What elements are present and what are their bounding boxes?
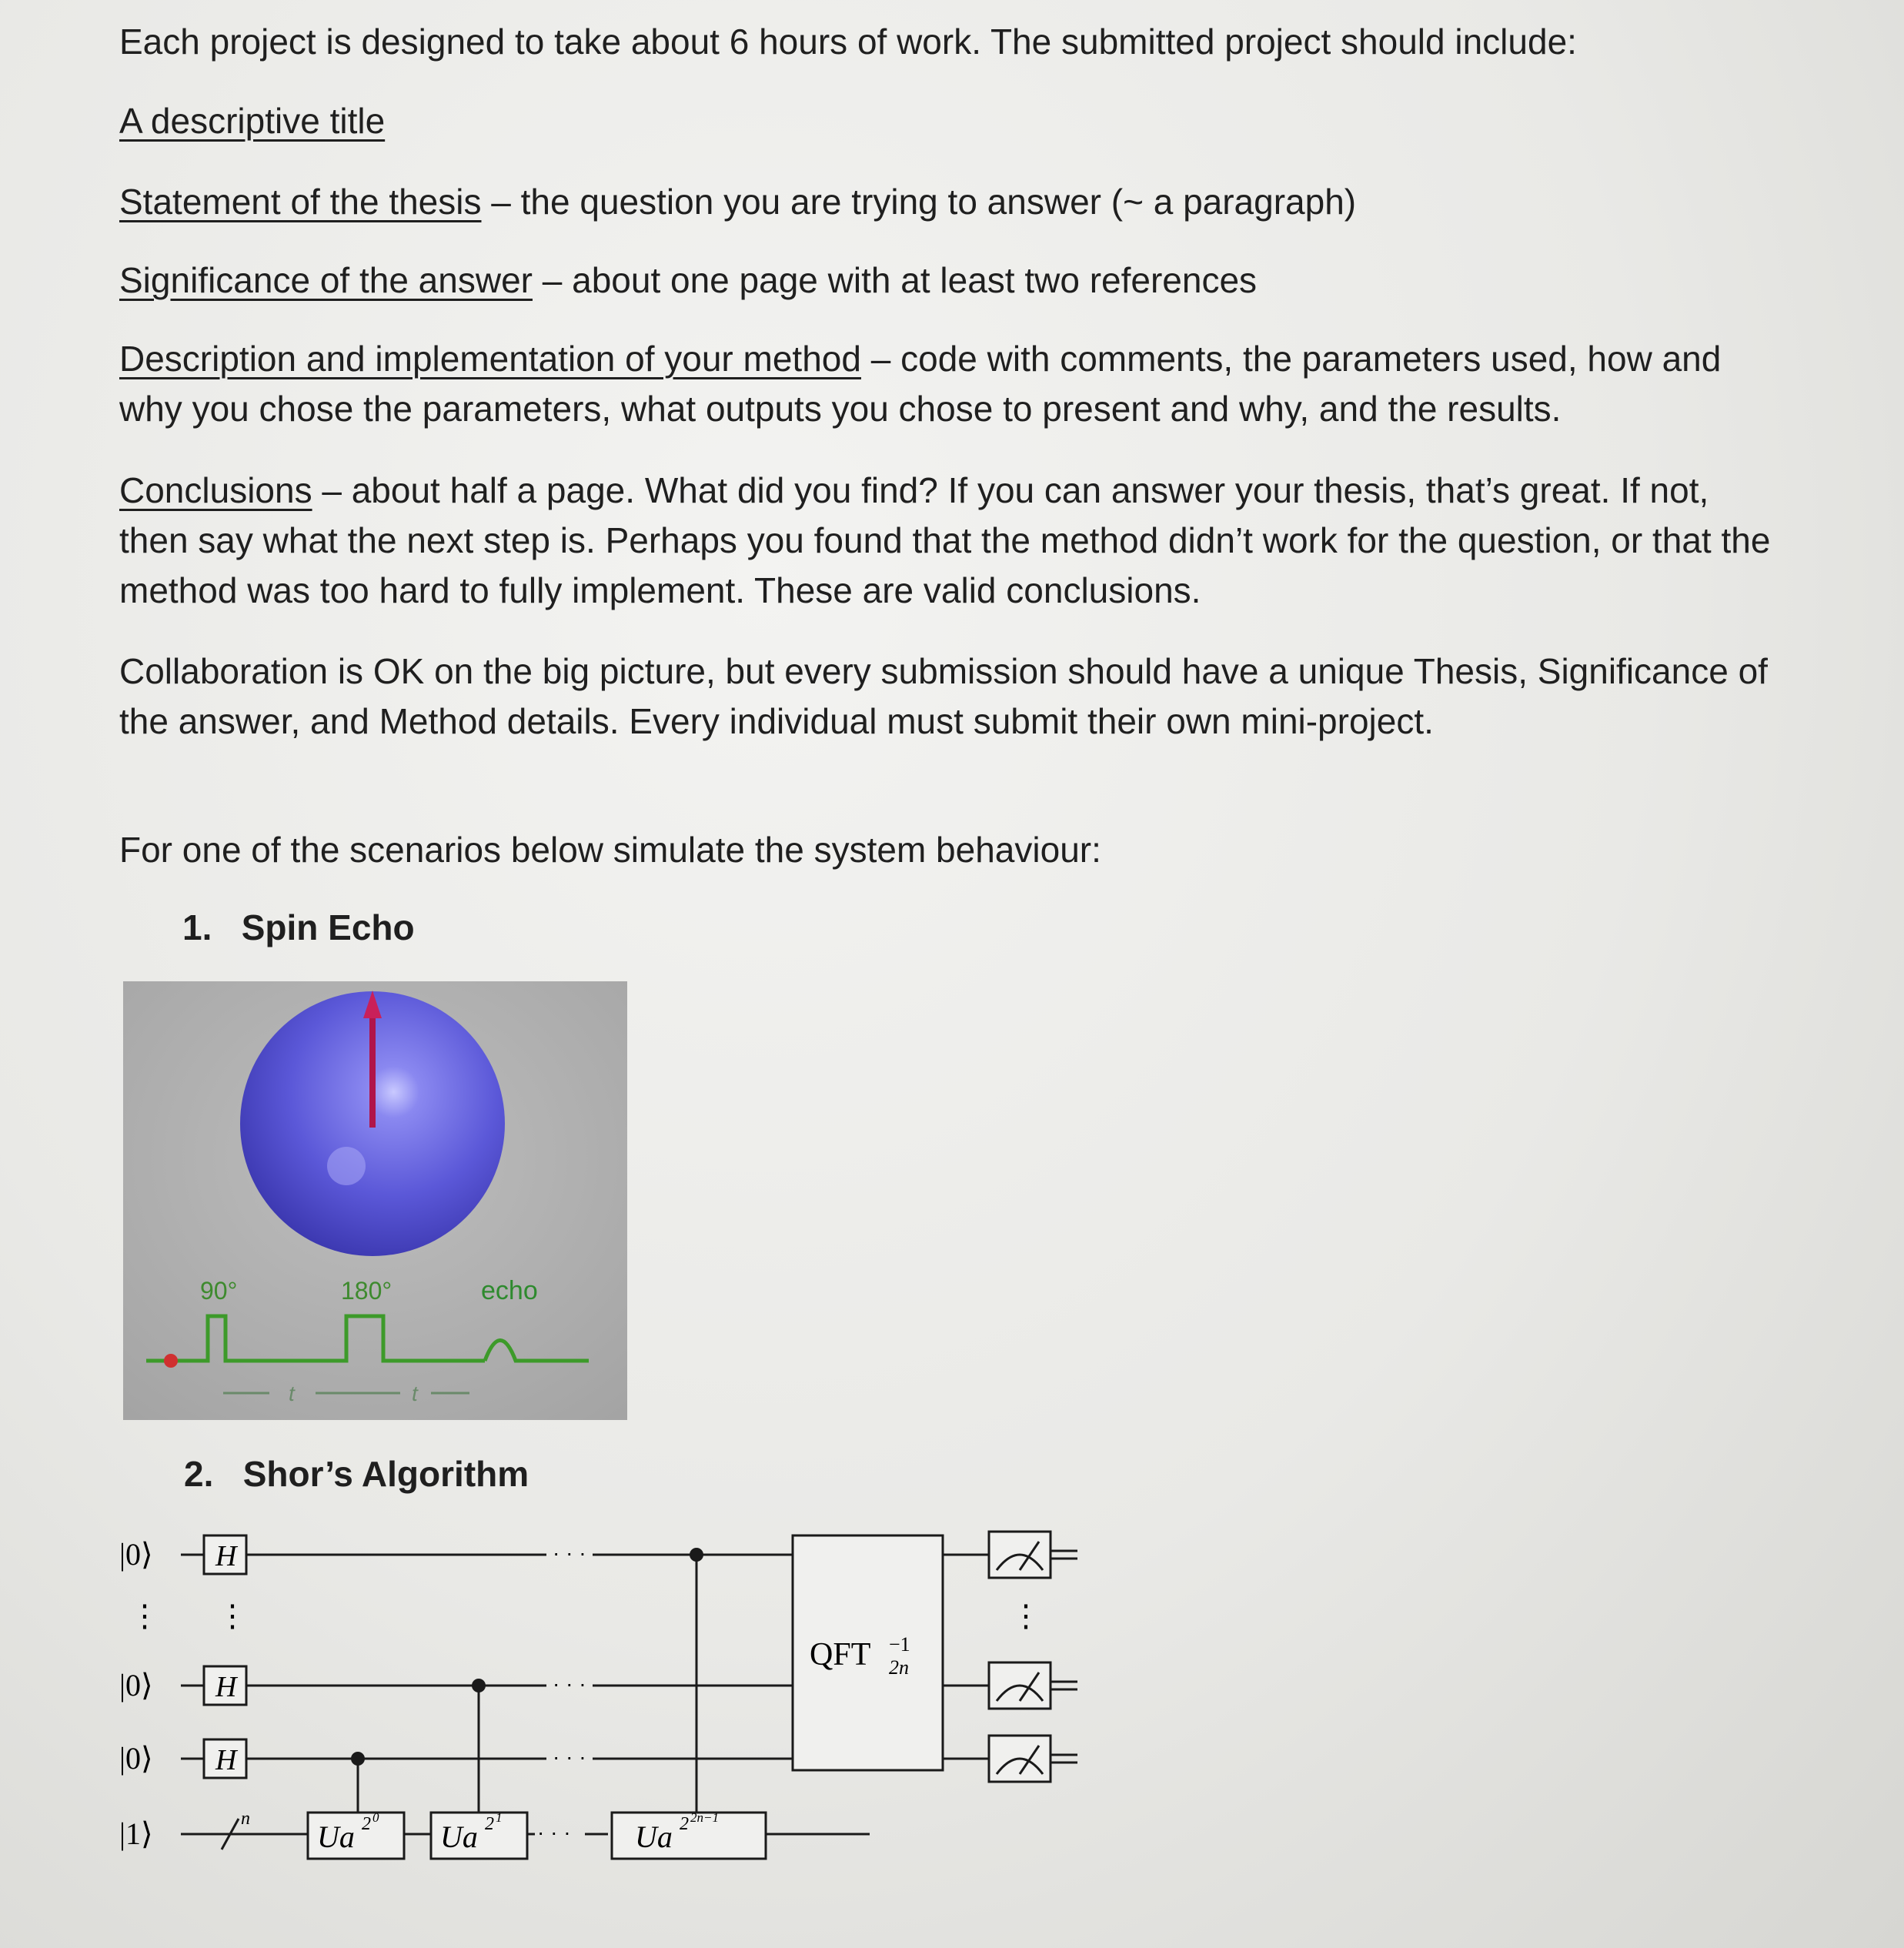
u-gate-label: Ua [317, 1819, 355, 1854]
scenario-number: 1. [182, 907, 212, 947]
item-text: – about half a page. What did you find? If you can answer your thesis, that’s great. If not, then say what the next step is. Perhaps you found that the method didn’t work for the question, or that the method was too hard to fully implement. These are valid conclusions. [119, 470, 1771, 610]
u-gate-exponent: 2 [485, 1814, 494, 1834]
vdots-icon: ⋮ [217, 1599, 248, 1633]
scenario-title: Spin Echo [241, 907, 415, 947]
hdots-icon: · · · [537, 1820, 571, 1844]
hadamard-label: H [215, 1744, 237, 1776]
item-significance [119, 256, 1782, 306]
pulse-180-label: 180° [341, 1277, 392, 1305]
item-text: – about one page with at least two references [532, 260, 1258, 300]
hdots-icon: · · · [553, 1745, 586, 1769]
register-width-label: n [241, 1809, 250, 1829]
collaboration-text: Collaboration is OK on the big picture, but every submission should have a unique Thesis, Significance of the answer, and Method details. Every individual must submit their own mini-project. [119, 651, 1768, 741]
shor-circuit [115, 1520, 1101, 1882]
hadamard-label: H [215, 1540, 237, 1572]
item-label: Conclusions [119, 470, 312, 510]
qft-superscript: −1 [889, 1633, 910, 1656]
hdots-icon: · · · [553, 1672, 586, 1696]
item-label: Description and implementation of your method [119, 339, 861, 379]
u-gate-label: Ua [440, 1819, 478, 1854]
item-thesis [119, 177, 1782, 227]
u-gate-exponent: 2 [680, 1814, 689, 1834]
scenario-2-heading [184, 1451, 529, 1497]
scenarios-intro: For one of the scenarios below simulate the system behaviour: [119, 830, 1101, 870]
control-dot [351, 1752, 365, 1766]
t2-label: t [412, 1382, 418, 1405]
item-label: Statement of the thesis [119, 182, 482, 222]
vdots-icon: ⋮ [129, 1599, 160, 1633]
item-text: – code with comments, the parameters used, how and why you chose the parameters, what outputs you chose to present and why, and the results. [119, 339, 1722, 429]
u-gate-exponent-power: 0 [372, 1810, 379, 1825]
item-text: – the question you are trying to answer (~ a paragraph) [481, 182, 1357, 222]
hdots-icon: · · · [553, 1541, 586, 1565]
scenario-number: 2. [184, 1454, 214, 1494]
pulse-90-label: 90° [200, 1277, 238, 1305]
echo-label: echo [481, 1276, 538, 1305]
item-label: A descriptive title [119, 101, 386, 141]
vdots-icon: ⋮ [1010, 1599, 1041, 1633]
t1-label: t [289, 1382, 295, 1405]
ket-label: |0⟩ [119, 1668, 153, 1702]
scenario-title: Shor’s Algorithm [242, 1454, 529, 1494]
qft-subscript: 2n [889, 1656, 909, 1679]
spin-echo-figure [123, 981, 627, 1420]
item-label: Significance of the answer [119, 260, 533, 300]
control-dot [690, 1548, 703, 1562]
item-method [119, 334, 1782, 434]
control-dot [472, 1679, 486, 1692]
u-gate-exponent-power: 1 [496, 1810, 503, 1825]
u-gate-exponent: 2 [362, 1814, 371, 1834]
start-marker [164, 1354, 178, 1368]
u-gate-label: Ua [635, 1819, 673, 1854]
item-title [119, 96, 1782, 146]
ket-label: |0⟩ [119, 1537, 153, 1572]
intro-text: Each project is designed to take about 6 hours of work. The submitted project should include: [119, 22, 1577, 62]
ket-label: |1⟩ [119, 1816, 153, 1851]
qft-label: QFT [810, 1637, 871, 1672]
hadamard-label: H [215, 1671, 237, 1703]
ket-label: |0⟩ [119, 1741, 153, 1776]
sphere-highlight [327, 1147, 366, 1185]
scenario-1-heading [182, 904, 415, 951]
u-gate-exponent-power: 2n−1 [690, 1810, 719, 1825]
item-conclusions [119, 466, 1782, 616]
